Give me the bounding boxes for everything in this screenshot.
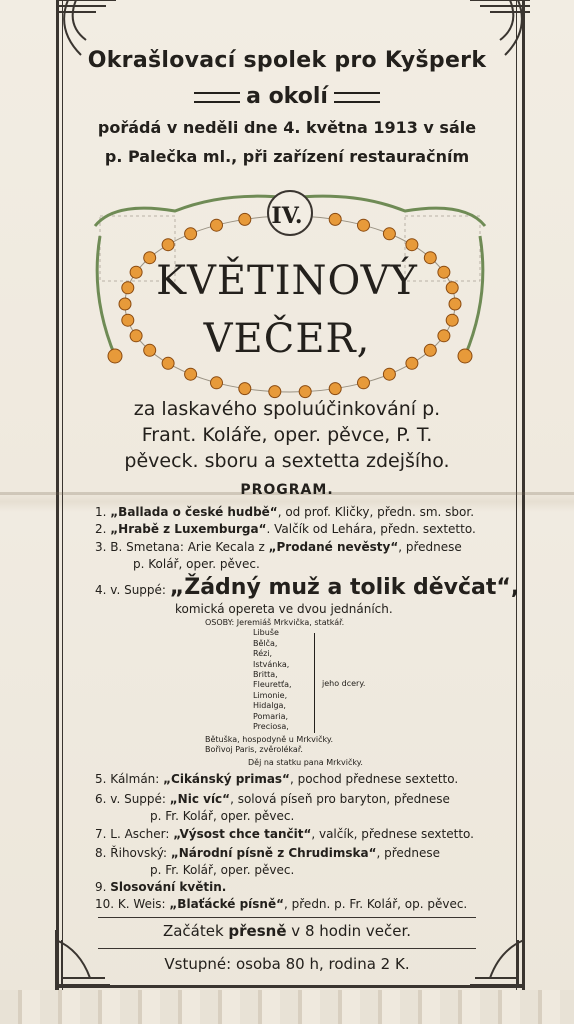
opera-setting: Děj na statku pana Mrkvičky. [248,758,363,767]
cast-member: Pomaria, [253,711,289,721]
ornament-bar [194,92,240,103]
program-item-continued: p. Fr. Kolář, oper. pěvec. [150,809,295,823]
flower-icon [185,368,197,380]
cast-member: Bětuška, hospodyně u Mrkvičky. [205,735,333,744]
program-item: 10. K. Weis: „Blaťácké písně“, předn. p. Fr. Kolář, op. pěvec. [95,897,468,911]
organizer-subtitle: a okolí [0,84,574,109]
cast-list-others [205,735,333,756]
admission-price: Vstupné: osoba 80 h, rodina 2 K. [164,955,410,973]
start-time: Začátek přesně v 8 hodin večer. [162,922,412,940]
cast-group-label: jeho dcery. [322,679,366,688]
program-item: 6. v. Suppé: „Nic víc“, solová píseň pro baryton, přednese [95,792,450,806]
flower-icon [299,386,311,398]
program-item: 7. L. Ascher: „Výsost chce tančit“, valčík, přednese sextetto. [95,827,474,841]
cast-heading: OSOBY: Jeremiáš Mrkvička, statkář. [205,618,345,627]
intro-line-3: pěveck. sboru a sextetta zdejšího. [124,450,450,472]
organizer-title: Okrašlovací spolek pro Kyšperk [87,48,487,73]
program-item: 1. „Ballada o české hudbě“, od prof. Kličky, předn. sm. sbor. [95,505,475,519]
intro-line-1: za laskavého spoluúčinkování p. [133,398,441,420]
cast-member: Rézi, [253,649,273,659]
flower-icon [358,377,370,389]
event-date-line: pořádá v neděli dne 4. května 1913 v sále [97,118,477,137]
flower-icon [329,383,341,395]
cast-member: Bořivoj Paris, zvěrolékař. [205,745,303,755]
flower-icon [162,239,174,251]
intro-line-2: Frant. Koláře, oper. pěvce, P. T. [141,424,433,446]
program-item: 5. Kálmán: „Cikánský primas“, pochod přednese sextetto. [95,772,459,786]
ornament-bar [334,92,380,103]
flower-icon [383,228,395,240]
frame-bottom-border [58,985,524,988]
cast-brace [308,633,315,733]
event-title-line1: KVĚTINOVÝ [156,258,418,304]
program-item-continued: p. Fr. Kolář, oper. pěvec. [150,863,295,877]
cast-member: Hidalga, [253,701,286,711]
cast-member: Libuše [253,628,279,638]
cast-member: Fleuretťa, [253,680,292,690]
program-item: 3. B. Smetana: Arie Kecala z „Prodané nevěsty“, přednese [95,540,462,554]
program-item: 2. „Hrabě z Luxemburga“. Valčík od Lehára, předn. sextetto. [95,522,476,536]
cast-member: Preciosa, [253,722,289,732]
program-item-continued: p. Kolář, oper. pěvec. [133,557,260,571]
flower-icon [269,386,281,398]
program-heading: PROGRAM. [240,482,334,498]
event-number: IV. [271,203,303,229]
cast-member: Limonie, [253,690,288,700]
program-item: 4. v. Suppé: „Žádný muž a tolik děvčat“, [95,575,520,600]
event-venue-line: p. Palečka ml., při zařízení restauračním [104,147,470,166]
flower-icon [211,377,223,389]
program-item: 8. Řihovský: „Národní písně z Chrudimska“, přednese [95,846,441,860]
cast-member: Britta, [253,670,278,680]
cast-member: Bělča, [253,638,278,648]
cast-member: Istvánka, [253,659,290,669]
paper-bottom-edge [0,990,574,1024]
program-item: 9. Slosování květin. [95,880,227,894]
program-item-continued: komická opereta ve dvou jednáních. [175,602,393,616]
footer-divider [98,917,476,918]
event-title-line2: VEČER, [203,316,371,362]
flower-icon [239,383,251,395]
flower-icon [185,228,197,240]
flower-icon [383,368,395,380]
flower-icon [406,239,418,251]
cast-list [205,618,344,732]
footer-divider [98,948,476,949]
